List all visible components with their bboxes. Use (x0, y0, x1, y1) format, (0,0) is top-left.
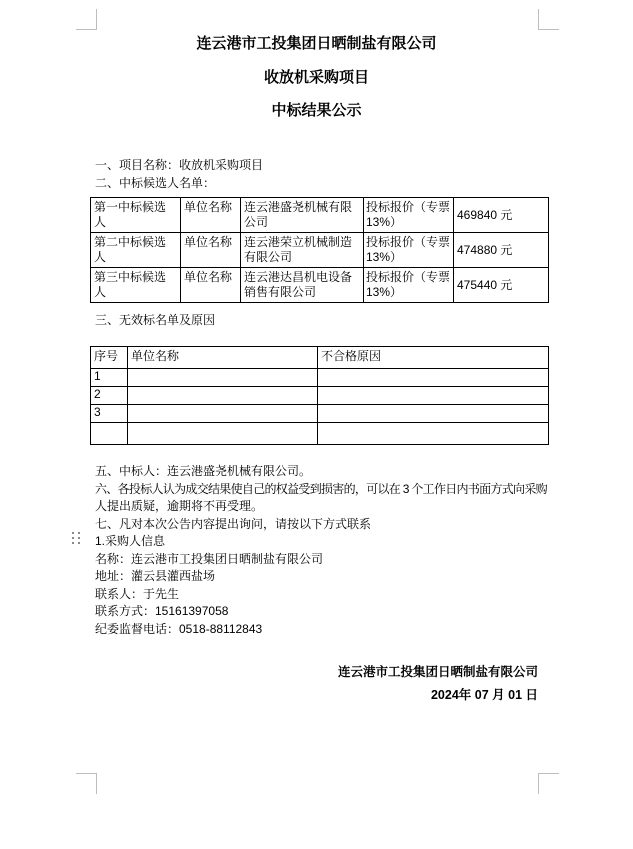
company-cell: 连云港达昌机电设备销售有限公司 (241, 268, 364, 303)
header-reason: 不合格原因 (318, 347, 549, 369)
signature-company: 连云港市工投集团日晒制盐有限公司 (337, 665, 538, 679)
rank-label-cell: 第二中标候选人 (91, 233, 181, 268)
invalid-row-4 (91, 423, 549, 445)
price-label-cell: 投标报价（专票13%） (364, 233, 454, 268)
invalid-table-header (91, 347, 549, 369)
purchaser-supervision: 纪委监督电话：0518-88112843 (95, 622, 263, 636)
header-no: 序号 (91, 347, 128, 369)
purchaser-name: 名称：连云港市工投集团日晒制盐有限公司 (95, 552, 324, 566)
company-cell (128, 405, 318, 423)
reason-cell (318, 369, 549, 387)
crop-mark-top-left (76, 9, 97, 30)
objection-paragraph-line2: 人提出质疑，逾期将不再受理。 (95, 499, 264, 513)
price-label-cell: 投标报价（专票13%） (364, 198, 454, 233)
field-label-cell: 单位名称 (181, 233, 241, 268)
reason-cell (318, 387, 549, 405)
invalid-row-2 (91, 387, 549, 405)
company-cell (128, 423, 318, 445)
price-cell: 469840 元 (454, 198, 549, 233)
price-cell: 475440 元 (454, 268, 549, 303)
no-cell: 3 (91, 405, 128, 423)
invalid-row-1 (91, 369, 549, 387)
winner-paragraph: 五、中标人：连云港盛尧机械有限公司。 (95, 464, 312, 478)
no-cell: 1 (91, 369, 128, 387)
rank-label-cell: 第一中标候选人 (91, 198, 181, 233)
crop-mark-bottom-left (76, 773, 97, 794)
purchaser-heading: 1.采购人信息 (95, 534, 166, 548)
no-cell: 2 (91, 387, 128, 405)
invalid-bids-table (90, 346, 549, 445)
candidate-row-2 (91, 233, 549, 268)
crop-mark-bottom-right (538, 773, 559, 794)
doc-title-result: 中标结果公示 (271, 102, 362, 119)
rank-label-cell: 第三中标候选人 (91, 268, 181, 303)
inquiry-paragraph: 七、凡对本次公告内容提出询问，请按以下方式联系 (95, 517, 372, 531)
purchaser-address: 地址：灌云县灌西盐场 (95, 569, 216, 583)
paragraph-anchor-dots-icon (72, 532, 80, 544)
purchaser-contact: 联系人：于先生 (95, 587, 180, 601)
company-cell: 连云港盛尧机械有限公司 (241, 198, 364, 233)
doc-title-project: 收放机采购项目 (263, 69, 369, 86)
company-cell (128, 369, 318, 387)
invalid-row-3 (91, 405, 549, 423)
candidates-table (90, 197, 549, 303)
doc-title-company: 连云港市工投集团日晒制盐有限公司 (196, 35, 437, 52)
field-label-cell: 单位名称 (181, 268, 241, 303)
section-invalid-bids: 三、无效标名单及原因 (95, 313, 216, 327)
reason-cell (318, 423, 549, 445)
section-project-name: 一、项目名称：收放机采购项目 (95, 158, 264, 172)
company-cell: 连云港荣立机械制造有限公司 (241, 233, 364, 268)
candidate-row-3 (91, 268, 549, 303)
candidate-row-1 (91, 198, 549, 233)
field-label-cell: 单位名称 (181, 198, 241, 233)
price-cell: 474880 元 (454, 233, 549, 268)
no-cell (91, 423, 128, 445)
reason-cell (318, 405, 549, 423)
purchaser-phone: 联系方式：15161397058 (95, 604, 229, 618)
crop-mark-top-right (538, 9, 559, 30)
header-company: 单位名称 (128, 347, 318, 369)
company-cell (128, 387, 318, 405)
signature-date: 2024年 07 月 01 日 (430, 688, 538, 702)
price-label-cell: 投标报价（专票13%） (364, 268, 454, 303)
section-candidate-list: 二、中标候选人名单： (95, 176, 216, 190)
objection-paragraph-line1: 六、各投标人认为成交结果使自己的权益受到损害的，可以在 3 个工作日内书面方式向采购 (95, 482, 547, 496)
